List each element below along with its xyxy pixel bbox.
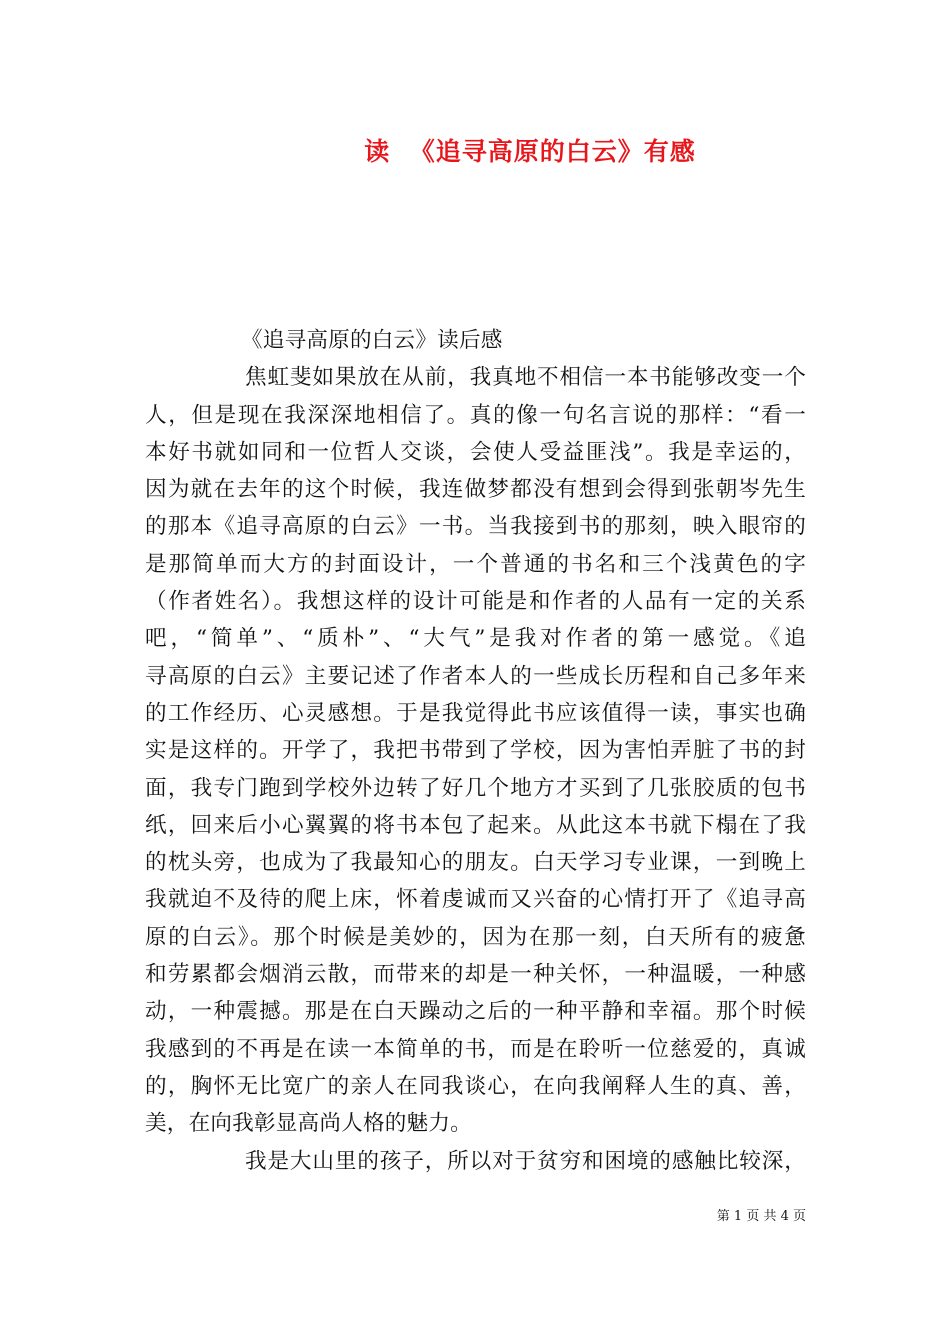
document-body [145, 322, 806, 1180]
paragraph-line: 纸，回来后小心翼翼的将书本包了起来。从此这本书就下榻在了我 [145, 812, 806, 838]
paragraph-line: 的，胸怀无比宽广的亲人在同我谈心，在向我阐释人生的真、善， [145, 1073, 806, 1099]
paragraph-line: 我就迫不及待的爬上床，怀着虔诚而又兴奋的心情打开了《追寻高 [145, 887, 806, 913]
paragraph-line: 的工作经历、心灵感想。于是我觉得此书应该值得一读，事实也确 [145, 700, 806, 726]
paragraph-line: 寻高原的白云》主要记述了作者本人的一些成长历程和自己多年来 [145, 663, 806, 689]
paragraph-line: 本好书就如同和一位哲人交谈，会使人受益匪浅”。我是幸运的， [145, 439, 806, 465]
paragraph-line: 动，一种震撼。那是在白天躁动之后的一种平静和幸福。那个时候 [145, 999, 806, 1025]
paragraph-line: 面，我专门跑到学校外边转了好几个地方才买到了几张胶质的包书 [145, 775, 806, 801]
paragraph-line: 人，但是现在我深深地相信了。真的像一句名言说的那样：“看一 [145, 402, 806, 428]
paragraph-line: （作者姓名）。我想这样的设计可能是和作者的人品有一定的关系 [145, 589, 806, 615]
subheading: 《追寻高原的白云》读后感 [241, 328, 503, 353]
paragraph-line: 美，在向我彰显高尚人格的魅力。 [145, 1111, 472, 1137]
paragraph-line: 的枕头旁，也成为了我最知心的朋友。白天学习专业课，一到晚上 [145, 850, 806, 876]
paragraph-line: 的那本《追寻高原的白云》一书。当我接到书的那刻，映入眼帘的 [145, 514, 806, 540]
paragraph-line: 我是大山里的孩子，所以对于贫穷和困境的感触比较深， [245, 1148, 806, 1174]
page-number-footer: 第 1 页 共 4 页 [716, 1209, 806, 1224]
document-title: 读 《追寻高原的白云》有感 [364, 137, 696, 166]
paragraph-line: 实是这样的。开学了，我把书带到了学校，因为害怕弄脏了书的封 [145, 738, 806, 764]
paragraph-line: 和劳累都会烟消云散，而带来的却是一种关怀，一种温暖，一种感 [145, 962, 806, 988]
paragraph-line: 我感到的不再是在读一本简单的书，而是在聆听一位慈爱的，真诚 [145, 1036, 806, 1062]
paragraph-line: 焦虹斐如果放在从前，我真地不相信一本书能够改变一个 [245, 365, 806, 391]
paragraph-line: 原的白云》。那个时候是美妙的，因为在那一刻，白天所有的疲惫 [145, 924, 806, 950]
paragraph-line: 吧，“简单”、“质朴”、“大气”是我对作者的第一感觉。《追 [145, 626, 806, 652]
paragraph-line: 因为就在去年的这个时候，我连做梦都没有想到会得到张朝岑先生 [145, 477, 806, 503]
paragraph-line: 是那简单而大方的封面设计，一个普通的书名和三个浅黄色的字 [145, 551, 806, 577]
